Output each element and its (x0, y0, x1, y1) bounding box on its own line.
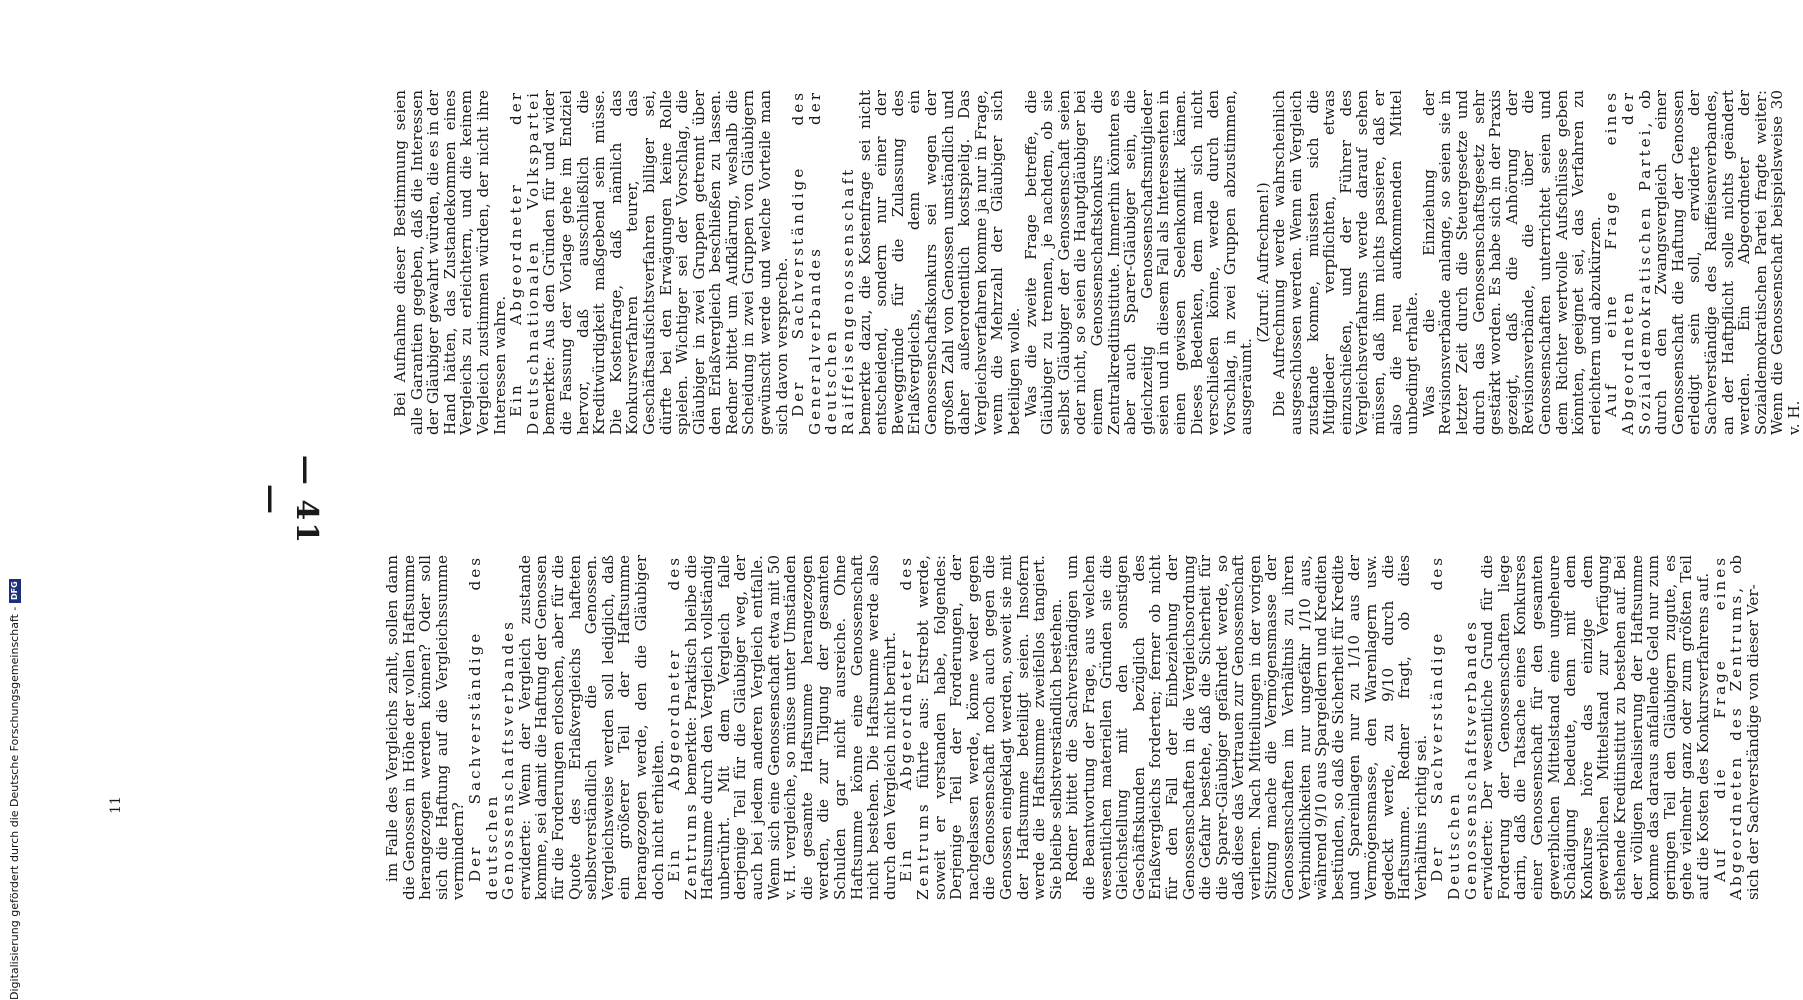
paragraph-text: führte aus: Erstrebt werde, soweit er verstanden habe, folgendes: Derjenige Teil der Forderungen, der nachgelassen werde, könne weder gegen die Genossenschaft noch auch gegen die Genossen eingeklagt werden, soweit sie mit der Haftsumme beteiligt seien. Insofern werde die Haftsumme zweifellos tangiert. Sie bleibe selbstverständlich bestehen. (914, 555, 1065, 900)
speaker-lead: Ein Abgeordneter des Zentrums (665, 555, 700, 900)
paragraph: Die Aufrechnung werde wahrscheinlich ausgeschlossen werden. Wenn ein Vergleich zustande komme, müssten sich die Mitglieder verpflichten, etwas einzuschießen, und der Führer des Vergleichsverfahrens werde darauf sehen müssen, daß ihm nichts passiere, daß er also die neu aufkommenden Mittel unbedingt erhalte. (1270, 90, 1422, 435)
paragraph (790, 90, 1022, 435)
paragraph: Was die Einziehung der Revisionsverbände anlange, so seien sie in letzter Zeit durch die Steuergesetze und durch das Genossenschaftsgesetz sehr gestärkt worden. Es habe sich in der Praxis gezeigt, daß die Anhörung der Revisionsverbände, die über die Genossenschaften unterrichtet seien und dem Richter wertvolle Aufschlüsse geben könnten, geeignet sei, das Verfahren zu erleichtern und abzukürzen. (1419, 90, 1604, 435)
paragraph-text: bemerkte: Aus den Gründen für und wider die Fassung der Vorlage gehe im Endziel hervor, daß ausschließlich die Kreditwürdigkeit maßgebend sein müsse. Die Kostenfrage, daß nämlich das Konkursverfahren teurer, das Geschäftsaufsichtsverfahren billiger sei, dürfte bei den Erwägungen keine Rolle spielen. Wichtiger sei der Vorschlag, die Gläubiger in zwei Gruppen getrennt über den Erlaßvergleich beschließen zu lassen. Redner bittet um Aufklärung, weshalb die Scheidung in zwei Gruppen von Gläubigern gewünscht werde und welche Vorteile man sich davon verspreche. (540, 90, 791, 435)
paragraph (1603, 90, 1802, 435)
paragraph: Bei Aufnahme dieser Bestimmung seien alle Garantien gegeben, daß die Interessen der Gläubiger gewahrt würden, die es in der Hand hätten, das Zustandekommen eines Vergleichs zu erleichtern, und die keinem Vergleich zustimmen würden, der nicht ihre Interessen wahre. (391, 90, 509, 435)
speaker-lead: Der Sachverständige des Deutschen Genossenschaftsverbandes (1428, 555, 1480, 900)
text-column-right (391, 90, 1803, 435)
paragraph: im Falle des Vergleichs zahlt, sollen dann die Genossen in Höhe der vollen Haftsumme herangezogen werden können? Oder soll sich die Haftung auf die Vergleichssumme vermindern? (383, 555, 468, 900)
paragraph: Was die zweite Frage betreffe, die Gläubiger zu trennen, je nachdem, ob sie selbst Gläubiger der Genossenschaft seien oder nicht, so seien die Hauptgläubiger bei einem Genossenschaftskonkurs die Zentralkreditinstitute. Immerhin könnten es aber auch Sparer-Gläubiger sein, die gleichzeitig Genossenschaftsmitglieder seien und in diesem Fall als Interessenten in einen gewissen Seelenkonflikt kämen. Dieses Bedenken, dem man sich nicht verschließen könne, werde durch den Vorschlag, in zwei Gruppen abzustimmen, ausgeräumt. (1021, 90, 1256, 435)
footer-text: Digitalisierung gefördert durch die Deutsche Forschungsgemeinschaft - (8, 606, 21, 1000)
text-column-left (383, 554, 1762, 900)
paragraph (898, 555, 1064, 900)
speaker-lead: Der Sachverständige des Generalverbandes der deutschen Raiffeisengenossenschaft (789, 90, 858, 435)
dfg-logo: DFG (9, 579, 21, 603)
paragraph-text: erwiderte: Wenn der Vergleich zustande komme, sei damit die Haftung der Genossen für die Forderungen erloschen, aber für die Quote des Erlaßvergleichs hafteten selbstverständlich die Genossen. Vergleichsweise werden soll lediglich, daß ein größerer Teil der Haftsumme herangezogen werde, den die Gläubiger doch nicht erhielten. (515, 555, 667, 900)
page-number: — 41 — (254, 454, 324, 546)
paragraph-text: bemerkte dazu, die Kostenfrage sei nicht entscheidend, sondern nur einer der Beweggründe für die Zulassung des Erlaßvergleichs, denn ein Genossenschaftskonkurs sei wegen der großen Zahl von Genossen umständlich und daher außerordentlich kostspielig. Das Vergleichsverfahren komme ja nur in Frage, wenn die Mehrzahl der Gläubiger sich beteiligen wolle. (855, 90, 1023, 435)
interjection: (Zuruf: Aufrechnen!) (1253, 182, 1272, 343)
paragraph (1712, 555, 1762, 900)
paragraph-text: bemerkte: Praktisch bleibe die Haftsumme durch den Vergleich vollständig unberührt. Mit dem Vergleich falle derjenige Teil für die Gläubiger weg, der auch bei jedem anderen Vergleich entfalle. Wenn sich eine Genossenschaft etwa mit 50 v. H. vergleiche, so müsse unter Umständen die gesamte Haftsumme herangezogen werden, die zur Tilgung der gesamten Schulden gar nicht ausreiche. Ohne Haftsumme könne eine Genossenschaft nicht bestehen. Die Haftsumme werde also durch den Vergleich nicht berührt. (681, 554, 899, 900)
speaker-lead: Der Sachverständige des deutschen Genossenschaftsverbandes (465, 555, 518, 900)
paragraph (467, 555, 666, 900)
paragraph-text: ob durch den Zwangsvergleich einer Genossenschaft die Haftung der Genossen erledigt sein soll, erwiderte der Sachverständige des Raiffeisenverbandes, an der Haftpflicht solle nichts geändert werden. Ein Abgeordneter der Sozialdemokratischen Partei fragte weiter: Wenn die Genossenschaft beispielsweise 30 v. H. (1635, 90, 1803, 435)
sheet-mark: 11 (108, 796, 124, 814)
paragraph-text: ob sich der Sachverständige von dieser Ver- (1727, 555, 1762, 900)
speaker-lead: Ein Abgeordneter der Deutschnationalen Volkspartei (507, 90, 542, 435)
speaker-lead: Auf eine Frage eines Abgeordneten der Sozialdemokratischen Partei, (1602, 90, 1654, 435)
paragraph (666, 555, 898, 900)
paragraph (508, 90, 790, 435)
speaker-lead: Auf die Frage eines Abgeordneten des Zentrums, (1710, 555, 1746, 900)
paragraph: Redner bittet die Sachverständigen um die Beantwortung der Frage, aus welchen wesentlichen materiellen Gründen sie die Gleichstellung mit den sonstigen Geschäftskunden bezüglich des Erlaßvergleichs forderten; ferner ob nicht für den Fall der Einbeziehung der Genossenschaften in die Vergleichsordnung die Gefahr bestehe, daß die Sicherheit für die Sparer-Gläubiger gefährdet werde, so daß diese das Vertrauen zur Genossenschaft verlieren. Nach Mitteilungen in der vorigen Sitzung mache die Vermögensmasse der Genossenschaften im Verhältnis zu ihren Verbindlichkeiten nur ungefähr 1/10 aus, während 9/10 aus Spargeldern und Krediten bestünden, so daß die Sicherheit für Kredite und Spareinlagen nur zu 1/10 aus der Vermögensmasse, den Warenlagern usw. gedeckt werde, zu 9/10 durch die Haftsumme. Redner fragt, ob dies Verhältnis richtig sei. (1063, 555, 1430, 900)
digitization-footer (8, 180, 22, 1000)
paragraph (1429, 555, 1711, 900)
speaker-lead: Ein Abgeordneter des Zentrums (897, 555, 932, 900)
paragraph-text: erwiderte: Der wesentliche Grund für die Forderung der Genossenschaften liege darin, daß die Tatsache eines Konkurses einer Genossenschaft für den gesamten gewerblichen Mittelstand eine ungeheure Schädigung bedeute, denn mit dem Konkurse höre das einzige dem gewerblichen Mittelstand zur Verfügung stehende Kreditinstitut zu bestehen auf. Bei der völligen Realisierung der Haftsumme komme das daraus anfallende Geld nur zum geringen Teil den Gläubigern zugute, es gehe vielmehr ganz oder zum größten Teil auf die Kosten des Konkursverfahrens auf. (1478, 555, 1712, 900)
